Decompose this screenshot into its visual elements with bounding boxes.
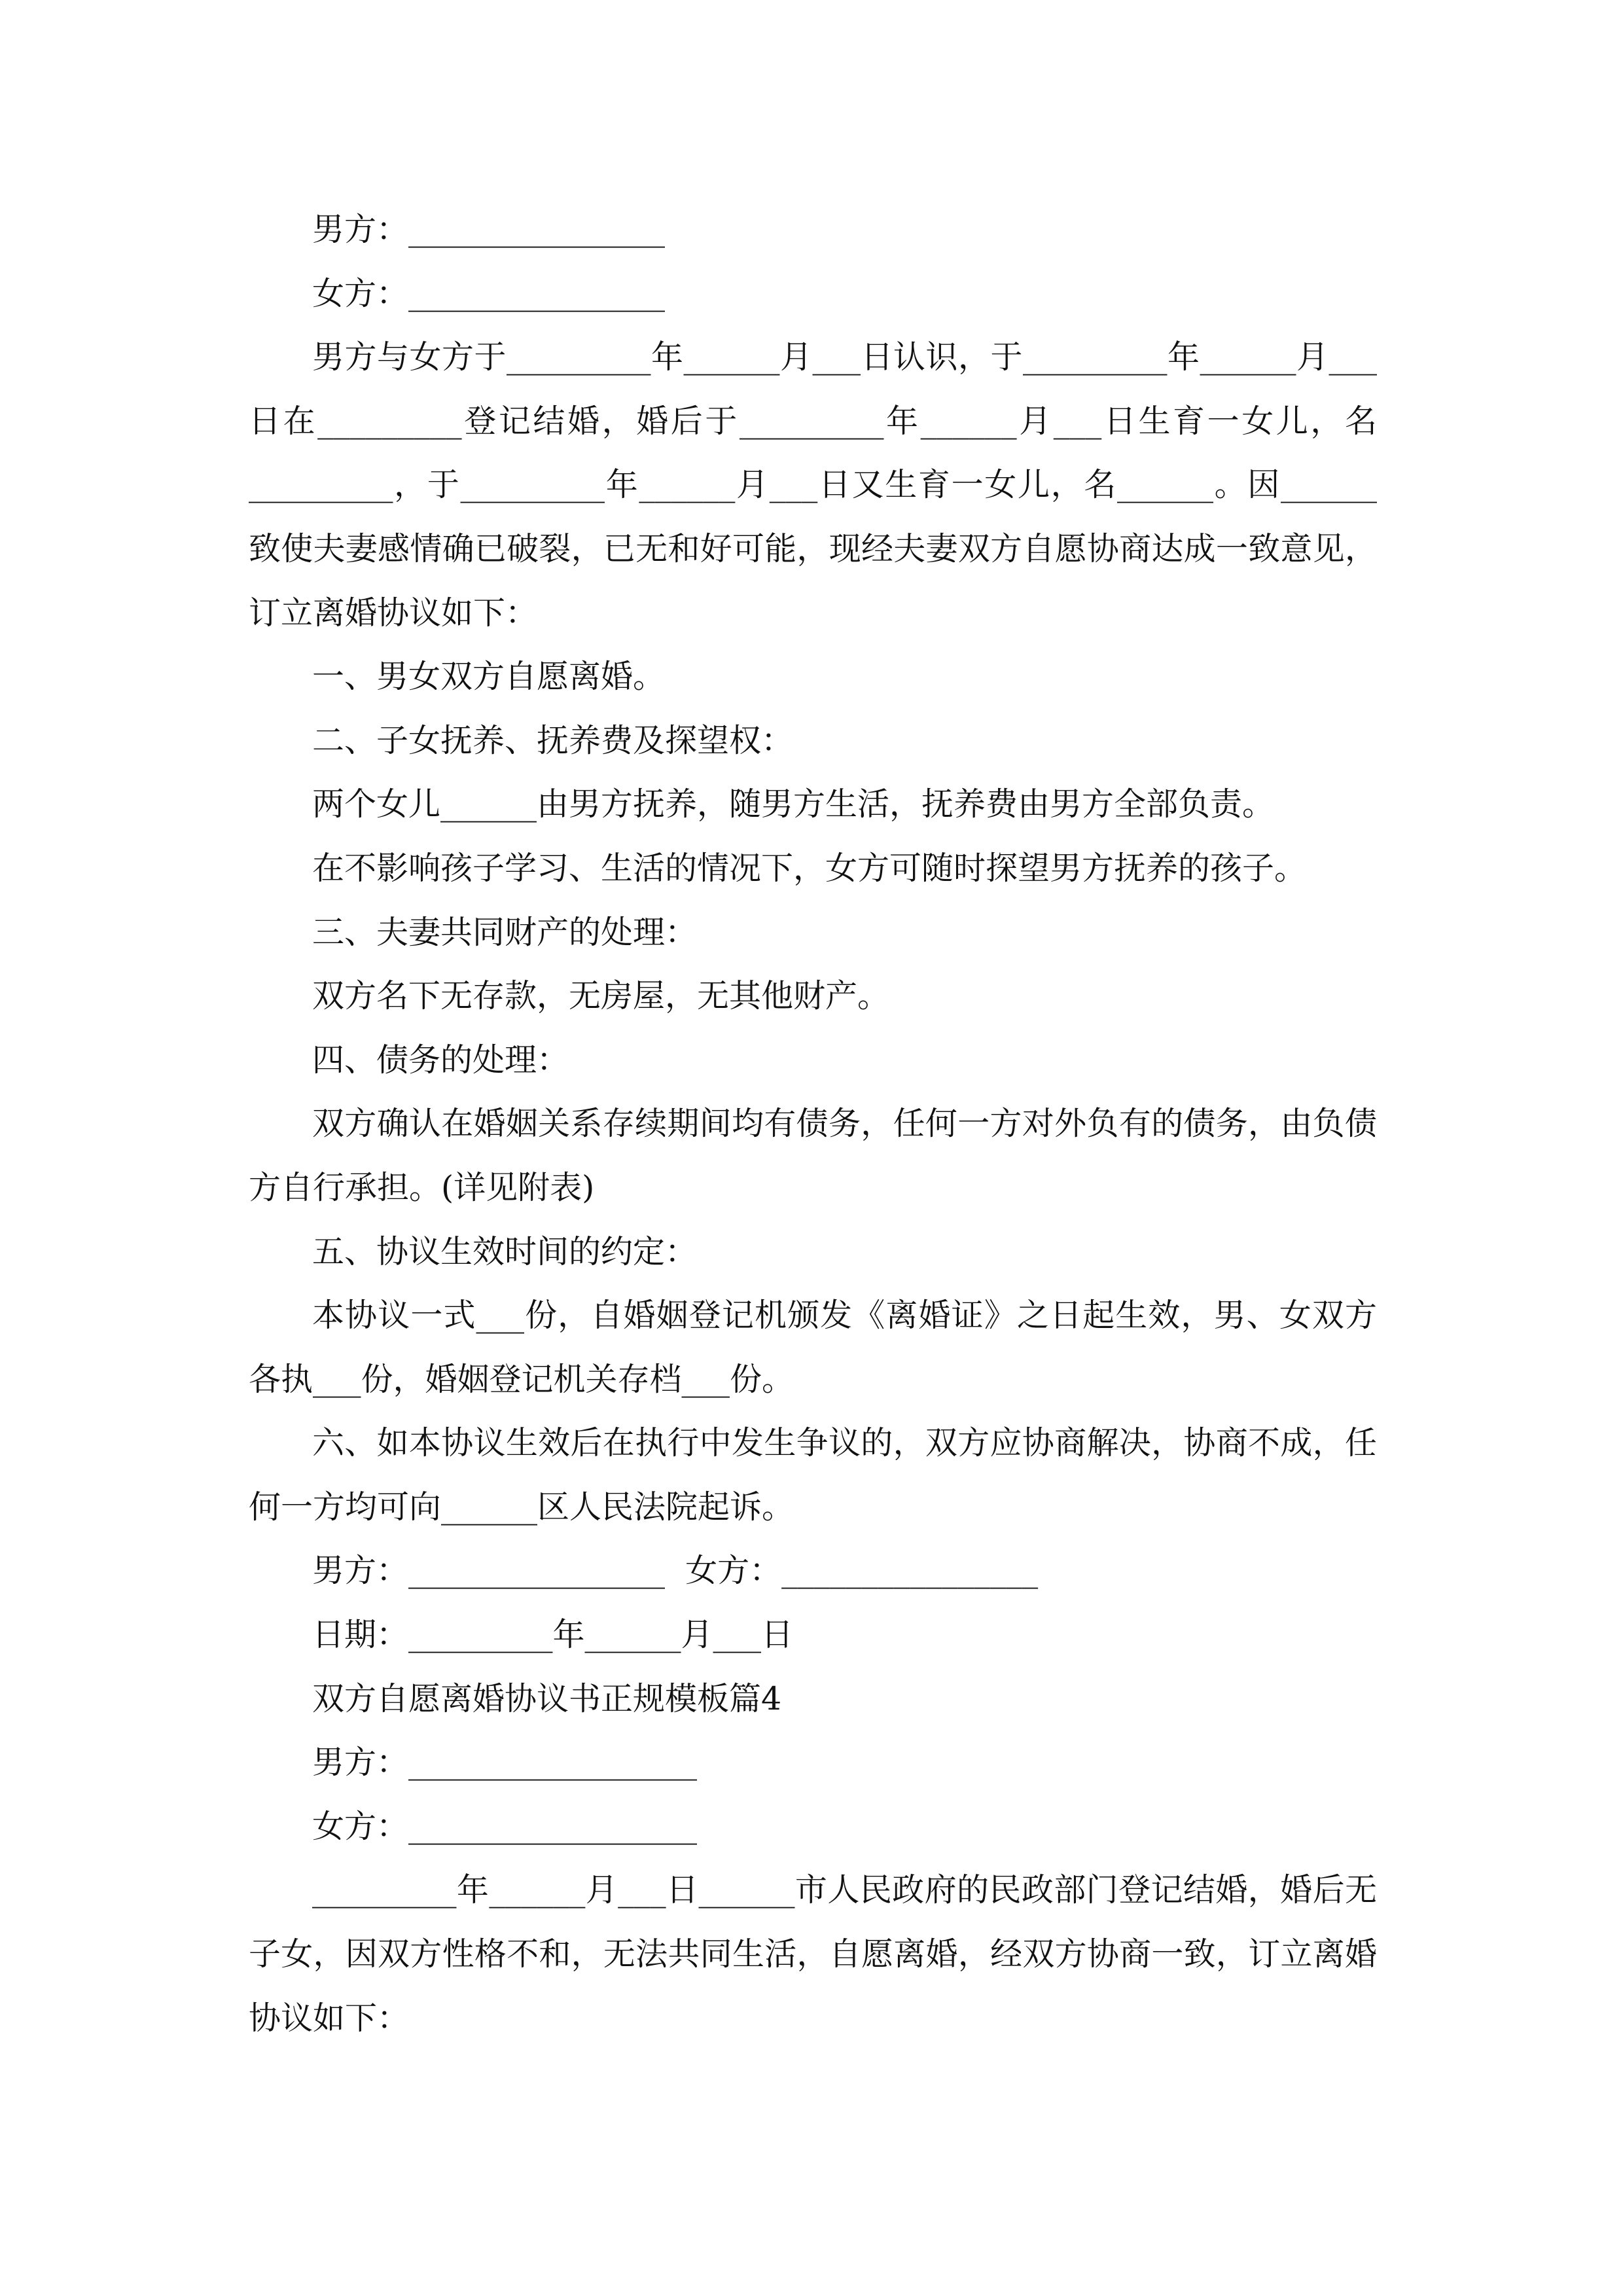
paragraph-line: 男方与女方于_________年______月___日认识，于_________年______月___ (312, 338, 1377, 376)
female-party-line: 女方：________________ (312, 274, 666, 312)
clause-heading-1: 一、男女双方自愿离婚。 (312, 658, 666, 696)
paragraph-line: 日在_________登记结婚，婚后于_________年______月___日生育一女儿，名 (249, 402, 1377, 440)
document-page (249, 198, 1377, 2050)
paragraph-line: _________，于_________年______月___日又生育一女儿，名______。因______ (249, 466, 1377, 504)
paragraph-line: 在不影响孩子学习、生活的情况下，女方可随时探望男方抚养的孩子。 (312, 849, 1307, 887)
paragraph-line: 双方名下无存款，无房屋，无其他财产。 (312, 977, 890, 1015)
clause-heading-6: 六、如本协议生效后在执行中发生争议的，双方应协商解决，协商不成，任 (312, 1424, 1377, 1462)
paragraph-line: 双方确认在婚姻关系存续期间均有债务，任何一方对外负有的债务，由负债 (312, 1105, 1377, 1143)
male-party-line: 男方：__________________ (312, 1744, 698, 1782)
paragraph-line: 子女，因双方性格不和，无法共同生活，自愿离婚，经双方协商一致，订立离婚 (249, 1935, 1377, 1973)
paragraph-line: 订立离婚协议如下： (249, 594, 538, 632)
clause-heading-3: 三、夫妻共同财产的处理： (312, 913, 698, 951)
paragraph-line: 协议如下： (249, 1999, 410, 2037)
female-party-line: 女方：__________________ (312, 1807, 698, 1845)
paragraph-line: 致使夫妻感情确已破裂，已无和好可能，现经夫妻双方自愿协商达成一致意见， (249, 529, 1377, 567)
paragraph-line: 本协议一式___份，自婚姻登记机颁发《离婚证》之日起生效，男、女双方 (312, 1297, 1377, 1335)
signature-line: 男方：________________ 女方：________________ (312, 1552, 1039, 1590)
clause-heading-5: 五、协议生效时间的约定： (312, 1232, 698, 1270)
clause-heading-2: 二、子女抚养、抚养费及探望权： (312, 721, 794, 759)
male-party-line: 男方：________________ (312, 211, 666, 248)
clause-heading-4: 四、债务的处理： (312, 1041, 569, 1079)
paragraph-line: 方自行承担。(详见附表) (249, 1168, 595, 1206)
paragraph-line: 何一方均可向______区人民法院起诉。 (249, 1488, 794, 1526)
date-line: 日期：_________年______月___日 (312, 1616, 794, 1654)
section-title: 双方自愿离婚协议书正规模板篇4 (312, 1679, 782, 1717)
paragraph-line: 各执___份，婚姻登记机关存档___份。 (249, 1360, 794, 1398)
paragraph-line: 两个女儿______由男方抚养，随男方生活，抚养费由男方全部负责。 (312, 785, 1275, 823)
paragraph-line: _________年______月___日______市人民政府的民政部门登记结婚，婚后无 (312, 1871, 1377, 1909)
